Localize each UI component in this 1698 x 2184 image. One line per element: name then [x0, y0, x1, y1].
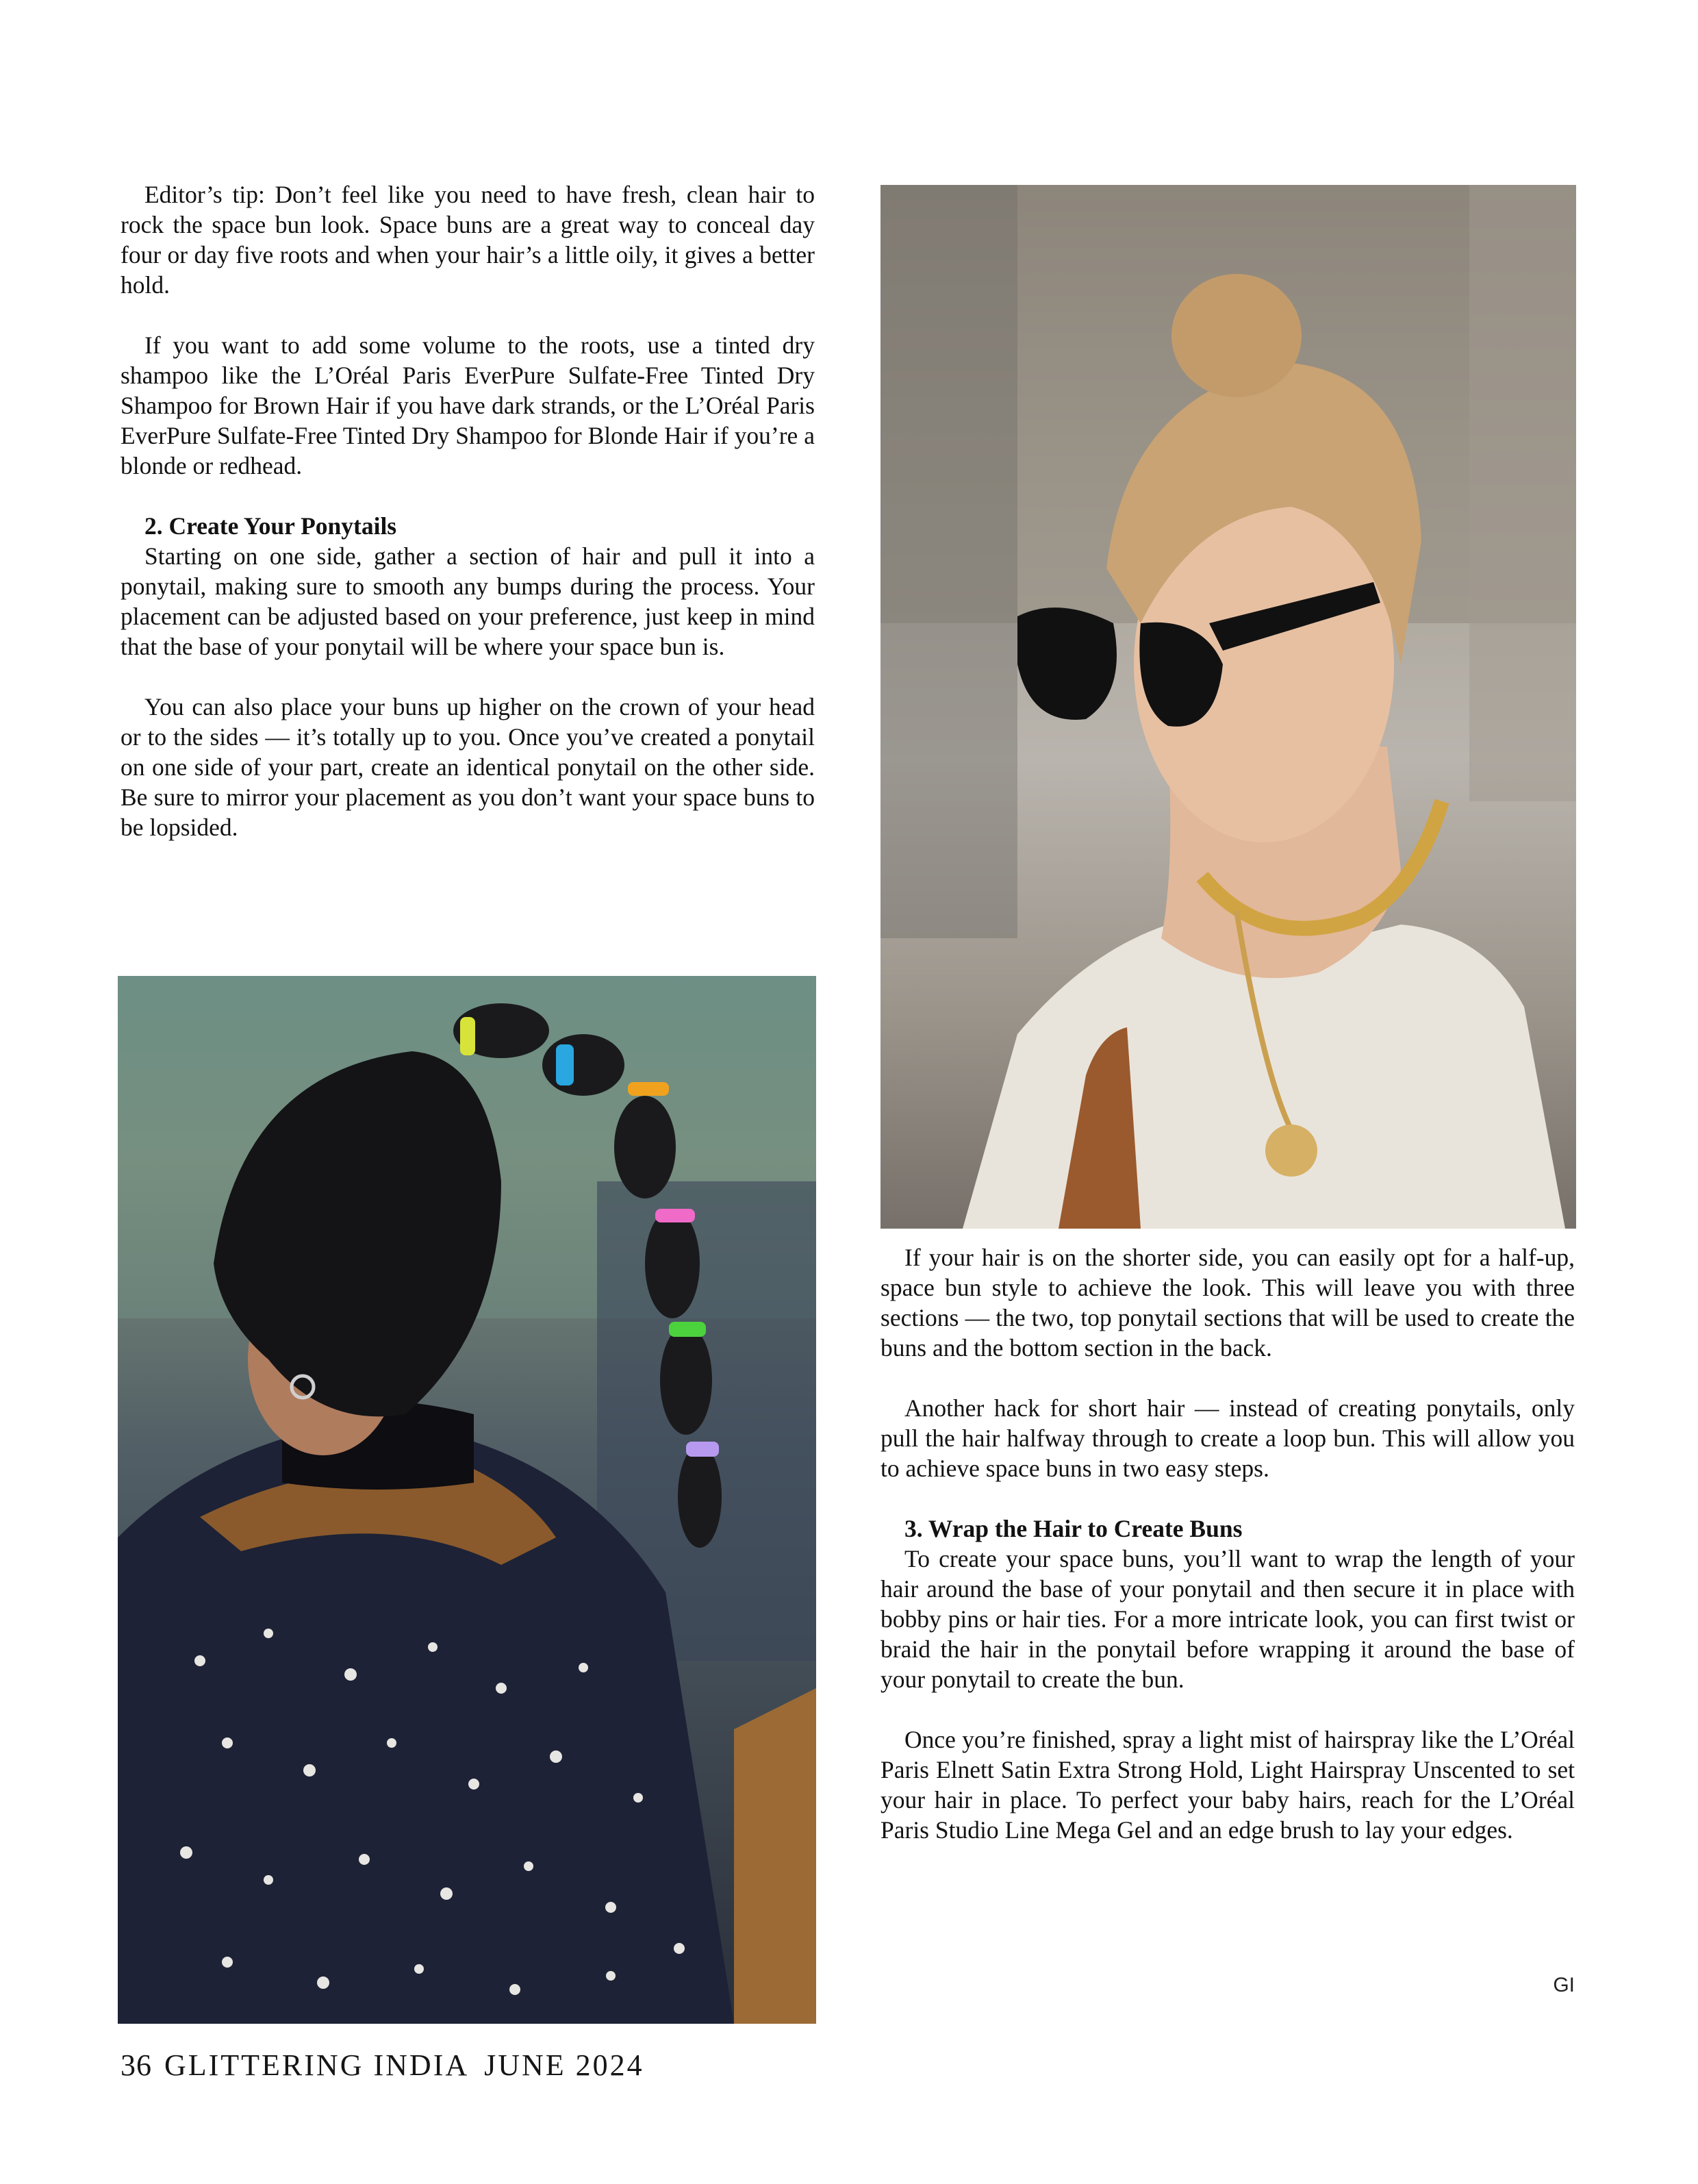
right-text-column — [880, 1242, 1575, 1845]
wrap-steps-paragraph: To create your space buns, you’ll want to wrap the length of your hair around the base of your ponytail and then secure it in place with bobby pins or hair ties. For a more intricate look, you can first twist or braid the hair in the ponytail before wrapping it around the base of your ponytail to create the bun. — [880, 1545, 1575, 1693]
photo-credit: GI — [1553, 1974, 1575, 1996]
page-footer — [121, 2048, 644, 2083]
section-heading-create-ponytails: 2. Create Your Ponytails — [144, 512, 397, 540]
section-heading-wrap-buns: 3. Wrap the Hair to Create Buns — [904, 1515, 1243, 1542]
dry-shampoo-paragraph: If you want to add some volume to the roots, use a tinted dry shampoo like the L’Oréal Paris EverPure Sulfate-Free Tinted Dry Shampoo for Brown Hair if you have dark strands, or the L’Oréal Paris EverPure Sulfate-Free Tinted Dry Shampoo for Blonde Hair if you’re a blonde or redhead. — [121, 331, 815, 479]
issue-date: JUNE 2024 — [484, 2048, 644, 2082]
bun-placement-paragraph: You can also place your buns up higher on the crown of your head or to the sides — it’s totally up to you. Once you’ve created a ponytail on one side of your part, create an identical ponytail on the other side. Be sure to mirror your placement as you don’t want your space buns to be lopsided. — [121, 693, 815, 841]
photo-bubble-ponytail — [118, 976, 816, 2024]
page-number: 36 — [121, 2048, 152, 2082]
editors-tip-paragraph: Editor’s tip: Don’t feel like you need to have fresh, clean hair to rock the space bun look. Space buns are a great way to conceal day four or day five roots and when your hair’s a little oily, it gives a better hold. — [121, 181, 815, 299]
photo-top-knot-illustration — [880, 185, 1576, 1229]
hairspray-paragraph: Once you’re finished, spray a light mist of hairspray like the L’Oréal Paris Elnett Satin Extra Strong Hold, Light Hairspray Unscented to set your hair in place. To perfect your baby hairs, reach for the L’Oréal Paris Studio Line Mega Gel and an edge brush to lay your edges. — [880, 1726, 1575, 1844]
photo-bubble-ponytail-illustration — [118, 976, 816, 2024]
loop-bun-paragraph: Another hack for short hair — instead of creating ponytails, only pull the hair halfway through to create a loop bun. This will allow you to achieve space buns in two easy steps. — [880, 1394, 1575, 1482]
left-text-column — [121, 179, 815, 842]
magazine-name: GLITTERING INDIA — [164, 2048, 470, 2082]
ponytail-steps-paragraph: Starting on one side, gather a section of hair and pull it into a ponytail, making sure to smooth any bumps during the process. Your placement can be adjusted based on your preference, just keep in mind that the base of your ponytail will be where your space bun is. — [121, 542, 815, 660]
short-hair-paragraph: If your hair is on the shorter side, you can easily opt for a half-up, space bun style to achieve the look. This will leave you with three sections — the two, top ponytail sections that will be used to create the buns and the bottom section in the back. — [880, 1244, 1575, 1361]
photo-top-knot-sunglasses — [880, 185, 1576, 1229]
